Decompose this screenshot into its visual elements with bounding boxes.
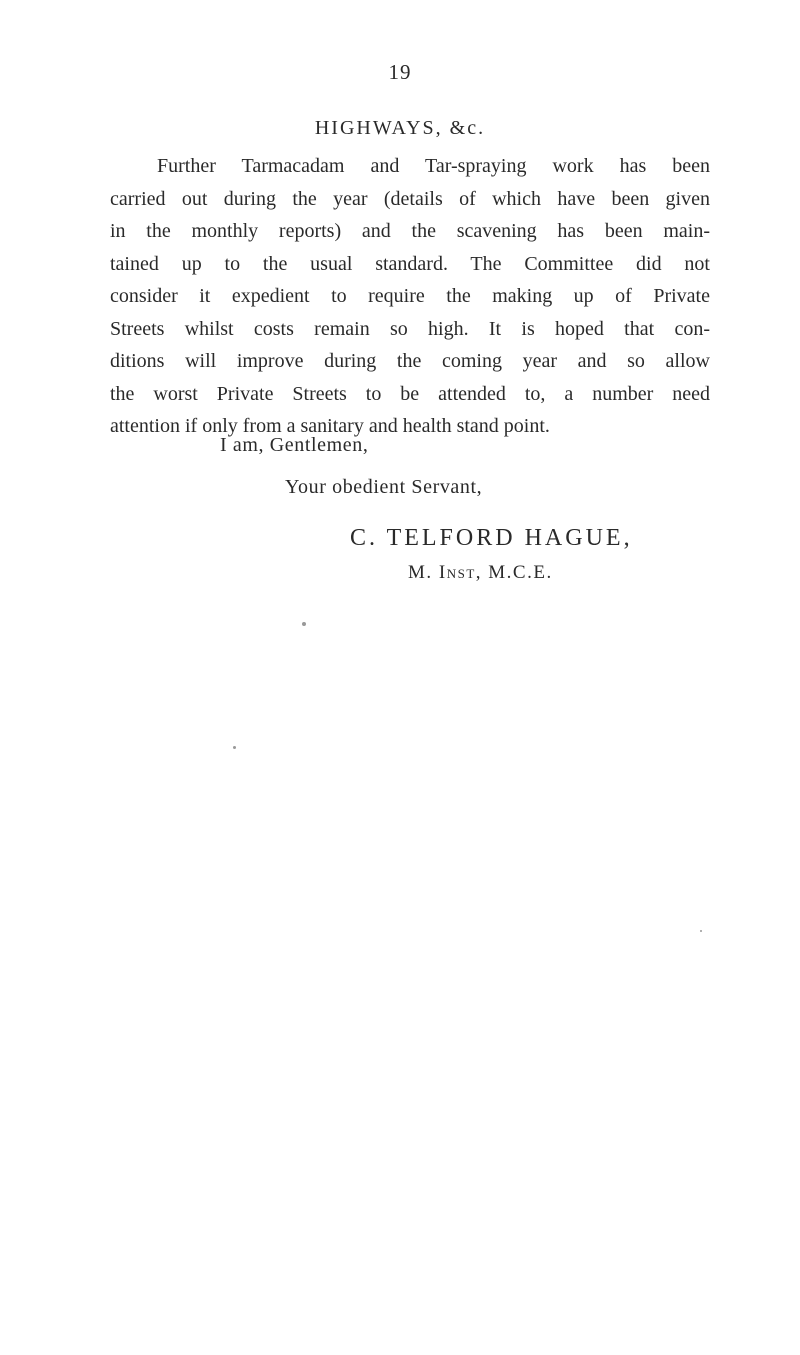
paper-speck bbox=[302, 622, 306, 626]
paper-speck bbox=[700, 930, 702, 932]
body-line: carried out during the year (details of which have been given bbox=[110, 187, 710, 210]
paper-speck bbox=[233, 746, 236, 749]
body-line: in the monthly reports) and the scavening has been main- bbox=[110, 220, 710, 242]
body-line: the worst Private Streets to be attended to, a number need bbox=[110, 382, 710, 405]
salutation: I am, Gentlemen, bbox=[220, 434, 369, 456]
page-number: 19 bbox=[388, 60, 412, 84]
body-paragraph bbox=[110, 150, 710, 443]
body-line: tained up to the usual standard. The Committee did not bbox=[110, 252, 710, 275]
body-line: Streets whilst costs remain so high. It is hoped that con- bbox=[110, 317, 710, 340]
body-line: ditions will improve during the coming year and so allow bbox=[110, 350, 710, 372]
body-line: Further Tarmacadam and Tar-spraying work has been bbox=[157, 155, 710, 177]
signature-name: C. TELFORD HAGUE, bbox=[350, 525, 633, 551]
body-line: attention if only from a sanitary and health stand point. bbox=[110, 415, 550, 437]
signature-credentials: M. Inst, M.C.E. bbox=[408, 562, 553, 583]
section-heading: HIGHWAYS, &c. bbox=[314, 117, 486, 139]
valediction: Your obedient Servant, bbox=[285, 476, 483, 498]
body-line: consider it expedient to require the making up of Private bbox=[110, 285, 710, 307]
